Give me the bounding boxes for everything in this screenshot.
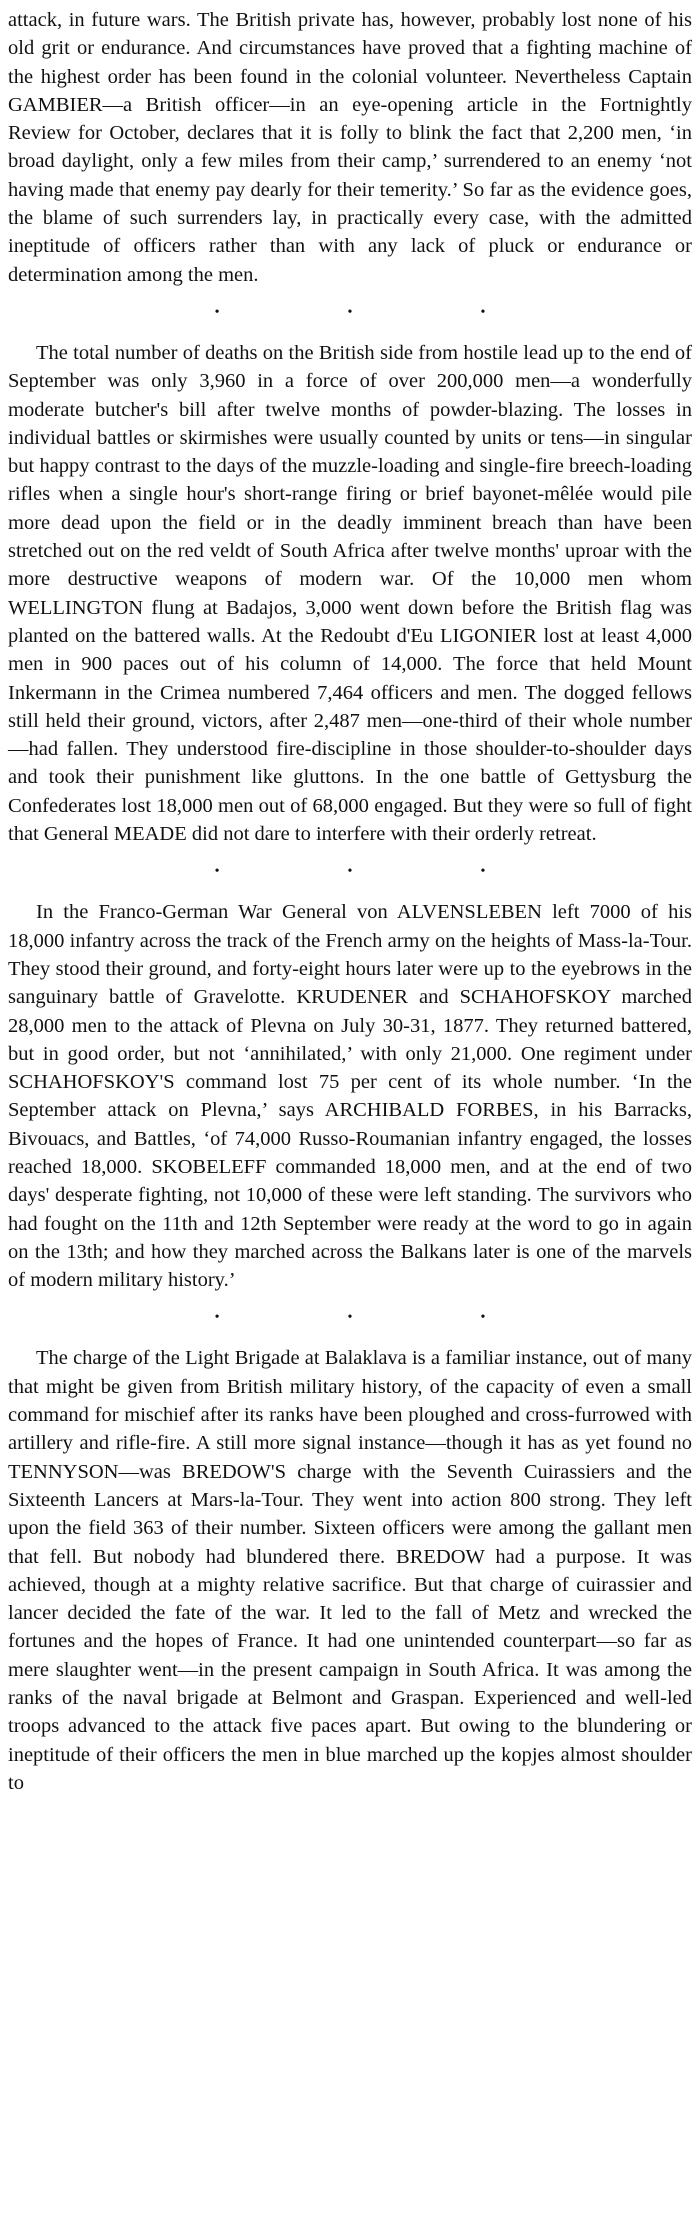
separator-star: • [347, 1310, 353, 1326]
separator-star: • [480, 864, 486, 880]
paragraph-franco-german-war: In the Franco-German War General von ALVENSLEBEN left 7000 of his 18,000 infantry across the track of the French army on the heights of Mass-la-Tour. They stood their ground, and forty-eight hours later were up to the eyebrows in the sanguinary battle of Gravelotte. KRUDENER and SCHAHOFSKOY marched 28,000 men to the attack of Plevna on July 30-31, 1877. They returned battered, but in good order, but not ‘annihilated,’ with only 21,000. One regiment under SCHAHOFSKOY'S command lost 75 per cent of its whole number. ‘In the September attack on Plevna,’ says ARCHIBALD FORBES, in his Barracks, Bivouacs, and Battles, ‘of 74,000 Russo-Roumanian infantry engaged, the losses reached 18,000. SKOBELEFF commanded 18,000 men, and at the end of two days' desperate fighting, not 10,000 of these were left standing. The survivors who had fought on the 11th and 12th September were ready at the word to go in again on the 13th; and how they marched across the Balkans later is one of the marvels of modern military history.’ [8, 901, 692, 1292]
separator-star: • [214, 864, 220, 880]
section-separator [8, 852, 692, 892]
section-separator [8, 293, 692, 333]
paragraph-light-brigade: The charge of the Light Brigade at Balaklava is a familiar instance, out of many that might be given from British military history, of the capacity of even a small command for mischief after its ranks have been ploughed and cross-furrowed with artillery and rifle-fire. A still more signal instance—though it has as yet found no TENNYSON—was BREDOW'S charge with the Seventh Cuirassiers and the Sixteenth Lancers at Mars-la-Tour. They went into action 800 strong. They left upon the field 363 of their number. Sixteen officers were among the gallant men that fell. But nobody had blundered there. BREDOW had a purpose. It was achieved, though at a mighty relative sacrifice. But that charge of cuirassier and lancer decided the fate of the war. It led to the fall of Metz and wrecked the fortunes and the hopes of France. It had one unintended counterpart—so far as mere slaughter went—in the present campaign in South Africa. It was among the ranks of the naval brigade at Belmont and Graspan. Experienced and well-led troops advanced to the attack five paces apart. But owing to the blundering or ineptitude of their officers the men in blue marched up the kopjes almost shoulder to [8, 1347, 692, 1794]
separator-star: • [347, 864, 353, 880]
section-separator [8, 1298, 692, 1338]
paragraph-gambier: attack, in future wars. The British private has, however, probably lost none of his old grit or endurance. And circumstances have proved that a fighting machine of the highest order has been found in the colonial volunteer. Nevertheless Captain GAMBIER—a British officer—in an eye-opening article in the Fortnightly Review for October, declares that it is folly to blink the fact that 2,200 men, ‘in broad daylight, only a few miles from their camp,’ surrendered to an enemy ‘not having made that enemy pay dearly for their temerity.’ So far as the evidence goes, the blame of such surrenders lay, in practically every case, with the admitted ineptitude of officers rather than with any lack of pluck or endurance or determination among the men. [8, 9, 692, 286]
separator-star: • [347, 304, 353, 320]
separator-star: • [214, 1310, 220, 1326]
separator-star: • [480, 304, 486, 320]
paragraph-british-deaths: The total number of deaths on the British side from hostile lead up to the end of September was only 3,960 in a force of over 200,000 men—a wonderfully moderate butcher's bill after twelve months of powder-blazing. The losses in individual battles or skirmishes were usually counted by units or tens—in singular but happy contrast to the days of the muzzle-loading and single-fire breech-loading rifles when a single hour's short-range firing or brief bayonet-mêlée would pile more dead upon the field or in the deadly imminent breach than have been stretched out on the red veldt of South Africa after twelve months' uproar with the more destructive weapons of modern war. Of the 10,000 men whom WELLINGTON flung at Badajos, 3,000 went down before the British flag was planted on the battered walls. At the Redoubt d'Eu LIGONIER lost at least 4,000 men in 900 paces out of his column of 14,000. The force that held Mount Inkermann in the Crimea numbered 7,464 officers and men. The dogged fellows still held their ground, victors, after 2,487 men—one-third of their whole number—had fallen. They understood fire-discipline in those shoulder-to-shoulder days and took their punishment like gluttons. In the one battle of Gettysburg the Confederates lost 18,000 men out of 68,000 engaged. But they were so full of fight that General MEADE did not dare to interfere with their orderly retreat. [8, 341, 692, 846]
separator-star: • [214, 304, 220, 320]
separator-star: • [480, 1310, 486, 1326]
